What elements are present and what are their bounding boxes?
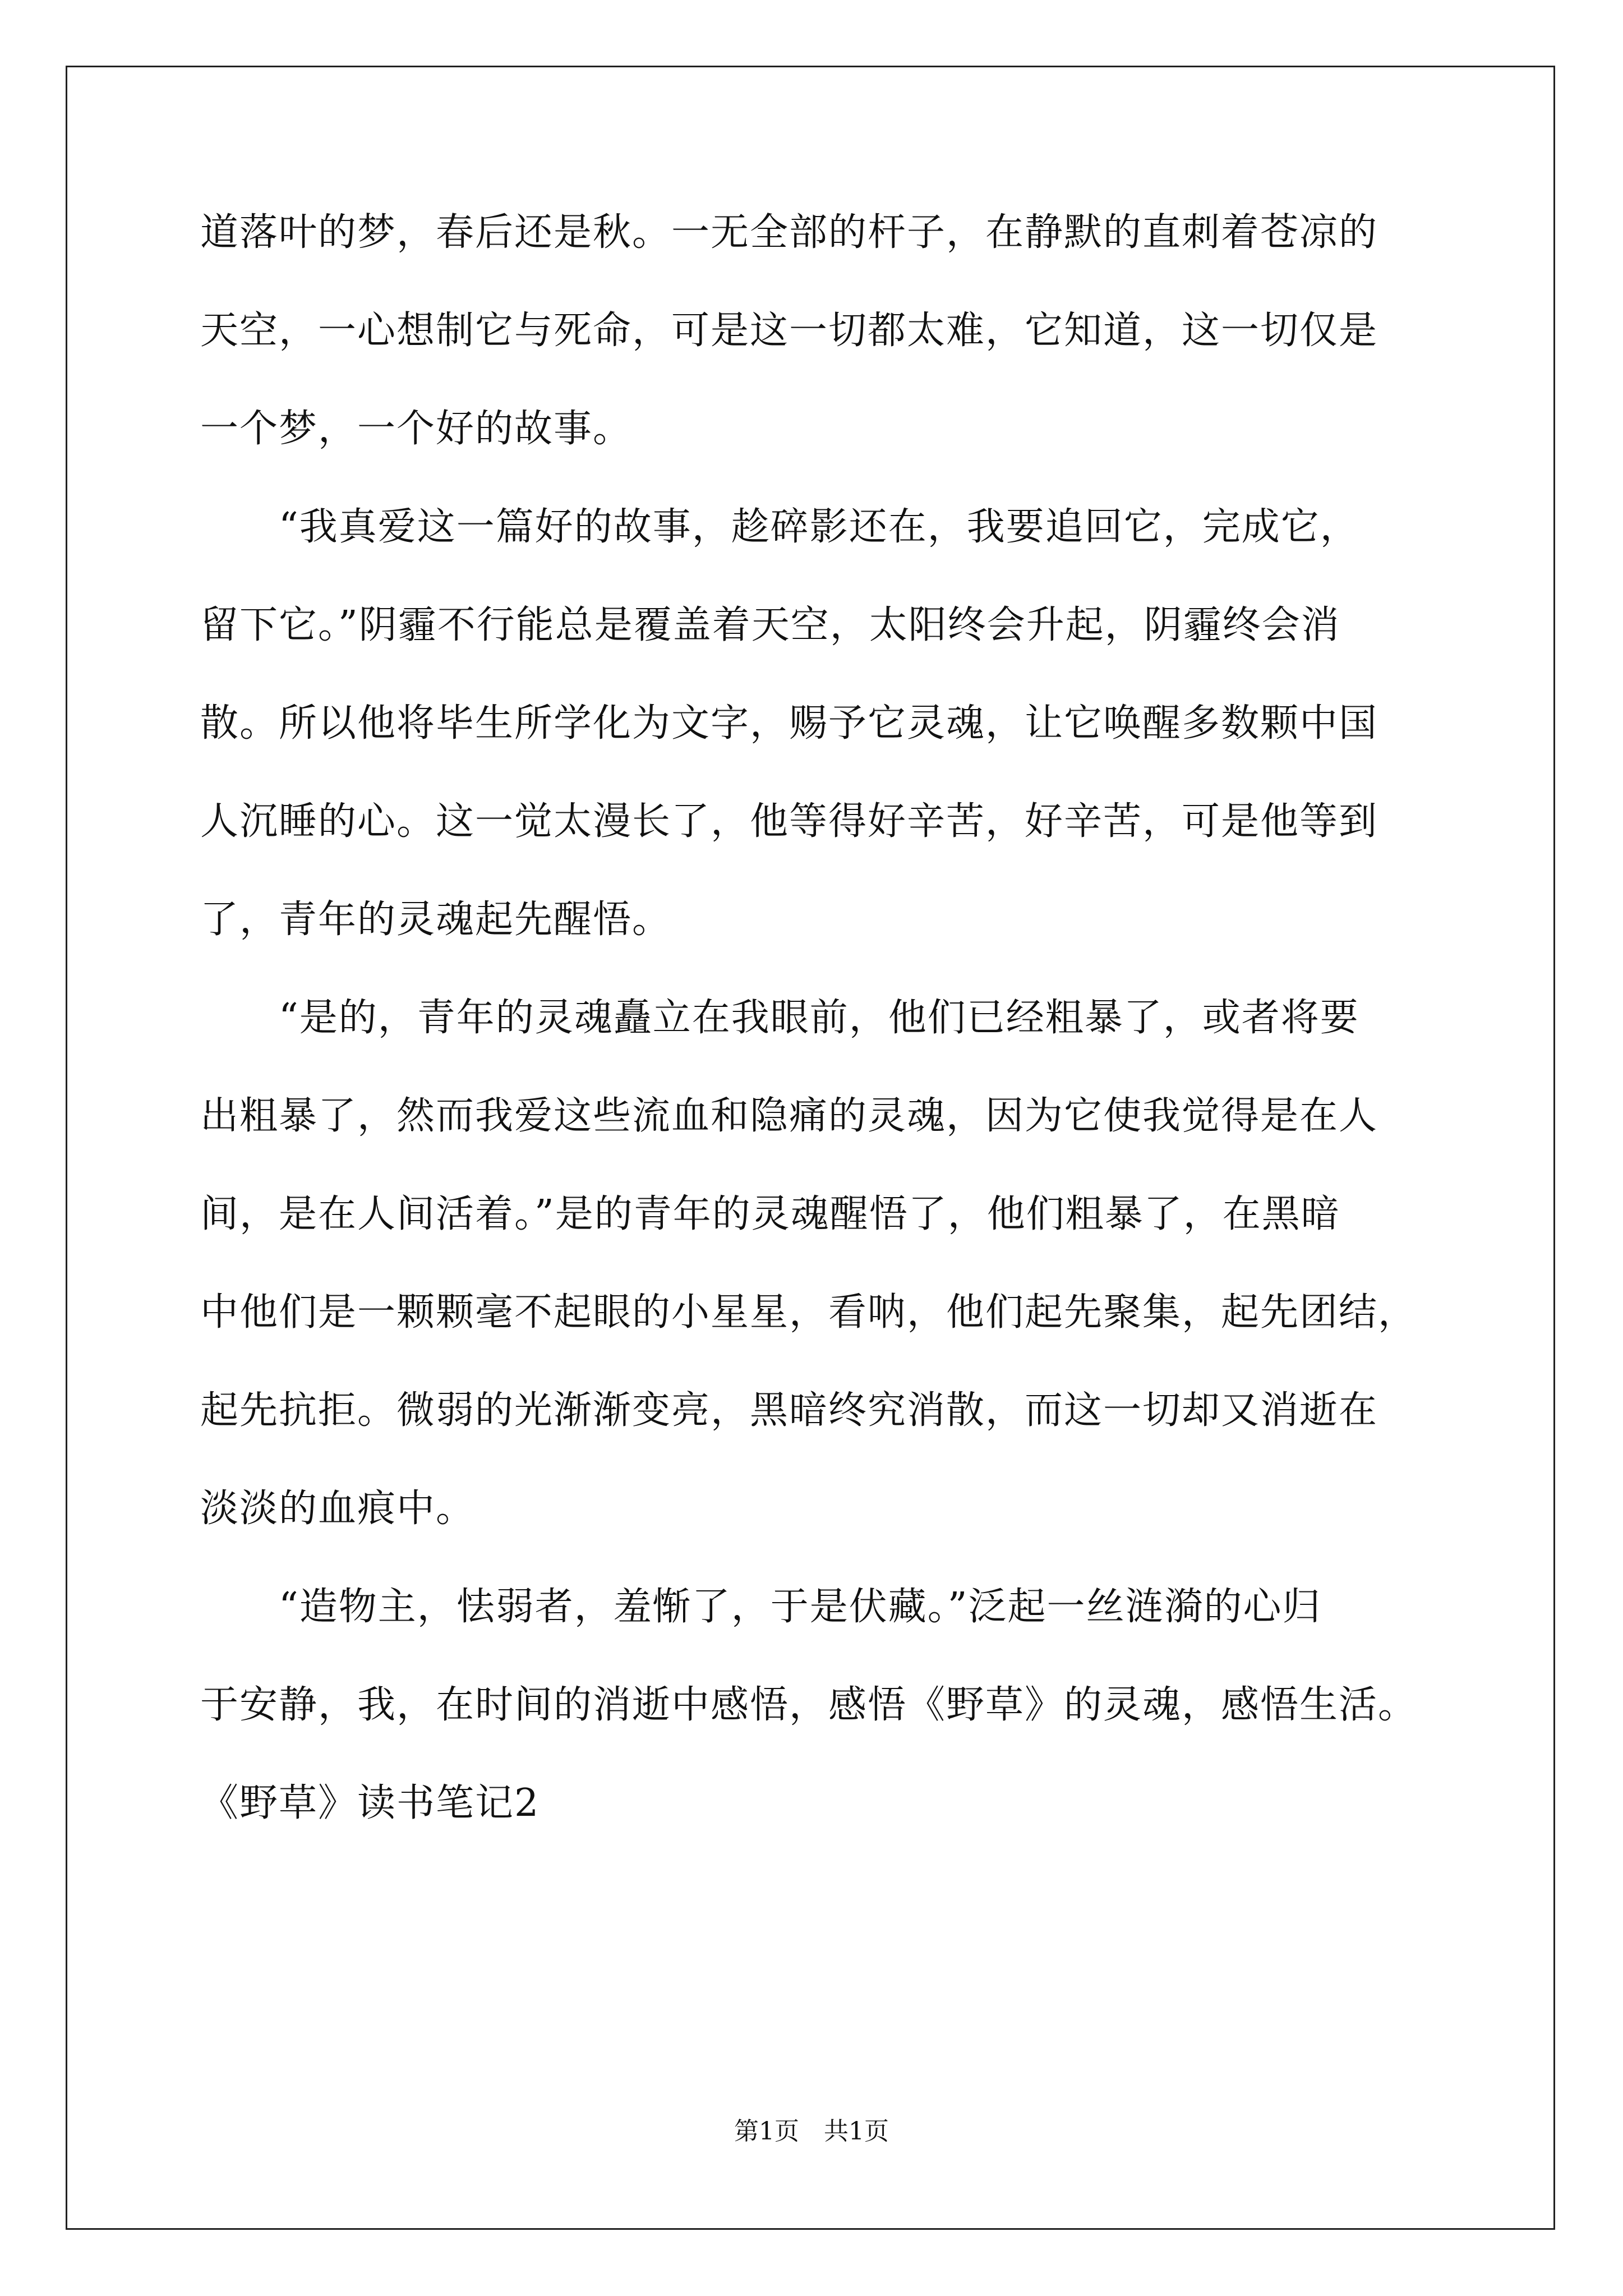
text-line: 留下它。”阴霾不行能总是覆盖着天空，太阳终会升起，阴霾终会消	[200, 603, 1340, 647]
text-line: 于安静，我，在时间的消逝中感悟，感悟《野草》的灵魂，感悟生活。	[200, 1683, 1418, 1727]
paragraph-first-line: “造物主，怯弱者，羞惭了，于是伏藏。”泛起一丝涟漪的心归	[200, 1585, 1322, 1629]
text-line: 出粗暴了，然而我爱这些流血和隐痛的灵魂，因为它使我觉得是在人	[200, 1094, 1378, 1138]
text-line: 道落叶的梦，春后还是秋。一无全部的杆子，在静默的直刺着苍凉的	[200, 210, 1378, 255]
section-heading: 《野草》读书笔记2	[200, 1781, 540, 1825]
paragraph-first-line: “我真爱这一篇好的故事，趁碎影还在，我要追回它，完成它，	[200, 505, 1359, 549]
text-line: 了，青年的灵魂起先醒悟。	[200, 898, 672, 942]
text-line: 淡淡的血痕中。	[200, 1487, 476, 1531]
text-line: 散。所以他将毕生所学化为文字，赐予它灵魂，让它唤醒多数颗中国	[200, 701, 1378, 746]
text-line: 间，是在人间活着。”是的青年的灵魂醒悟了，他们粗暴了，在黑暗	[200, 1192, 1340, 1236]
text-line: 中他们是一颗颗毫不起眼的小星星，看呐，他们起先聚集，起先团结，	[200, 1290, 1418, 1335]
paragraph-first-line: “是的，青年的灵魂矗立在我眼前，他们已经粗暴了，或者将要	[200, 996, 1359, 1040]
page-border	[66, 66, 1555, 2230]
page-footer: 第1页 共1页	[734, 2117, 889, 2146]
text-line: 天空，一心想制它与死命，可是这一切都太难，它知道，这一切仅是	[200, 309, 1378, 353]
text-line: 一个梦，一个好的故事。	[200, 407, 633, 451]
text-line: 起先抗拒。微弱的光渐渐变亮，黑暗终究消散，而这一切却又消逝在	[200, 1388, 1378, 1433]
text-line: 人沉睡的心。这一觉太漫长了，他等得好辛苦，好辛苦，可是他等到	[200, 799, 1378, 844]
